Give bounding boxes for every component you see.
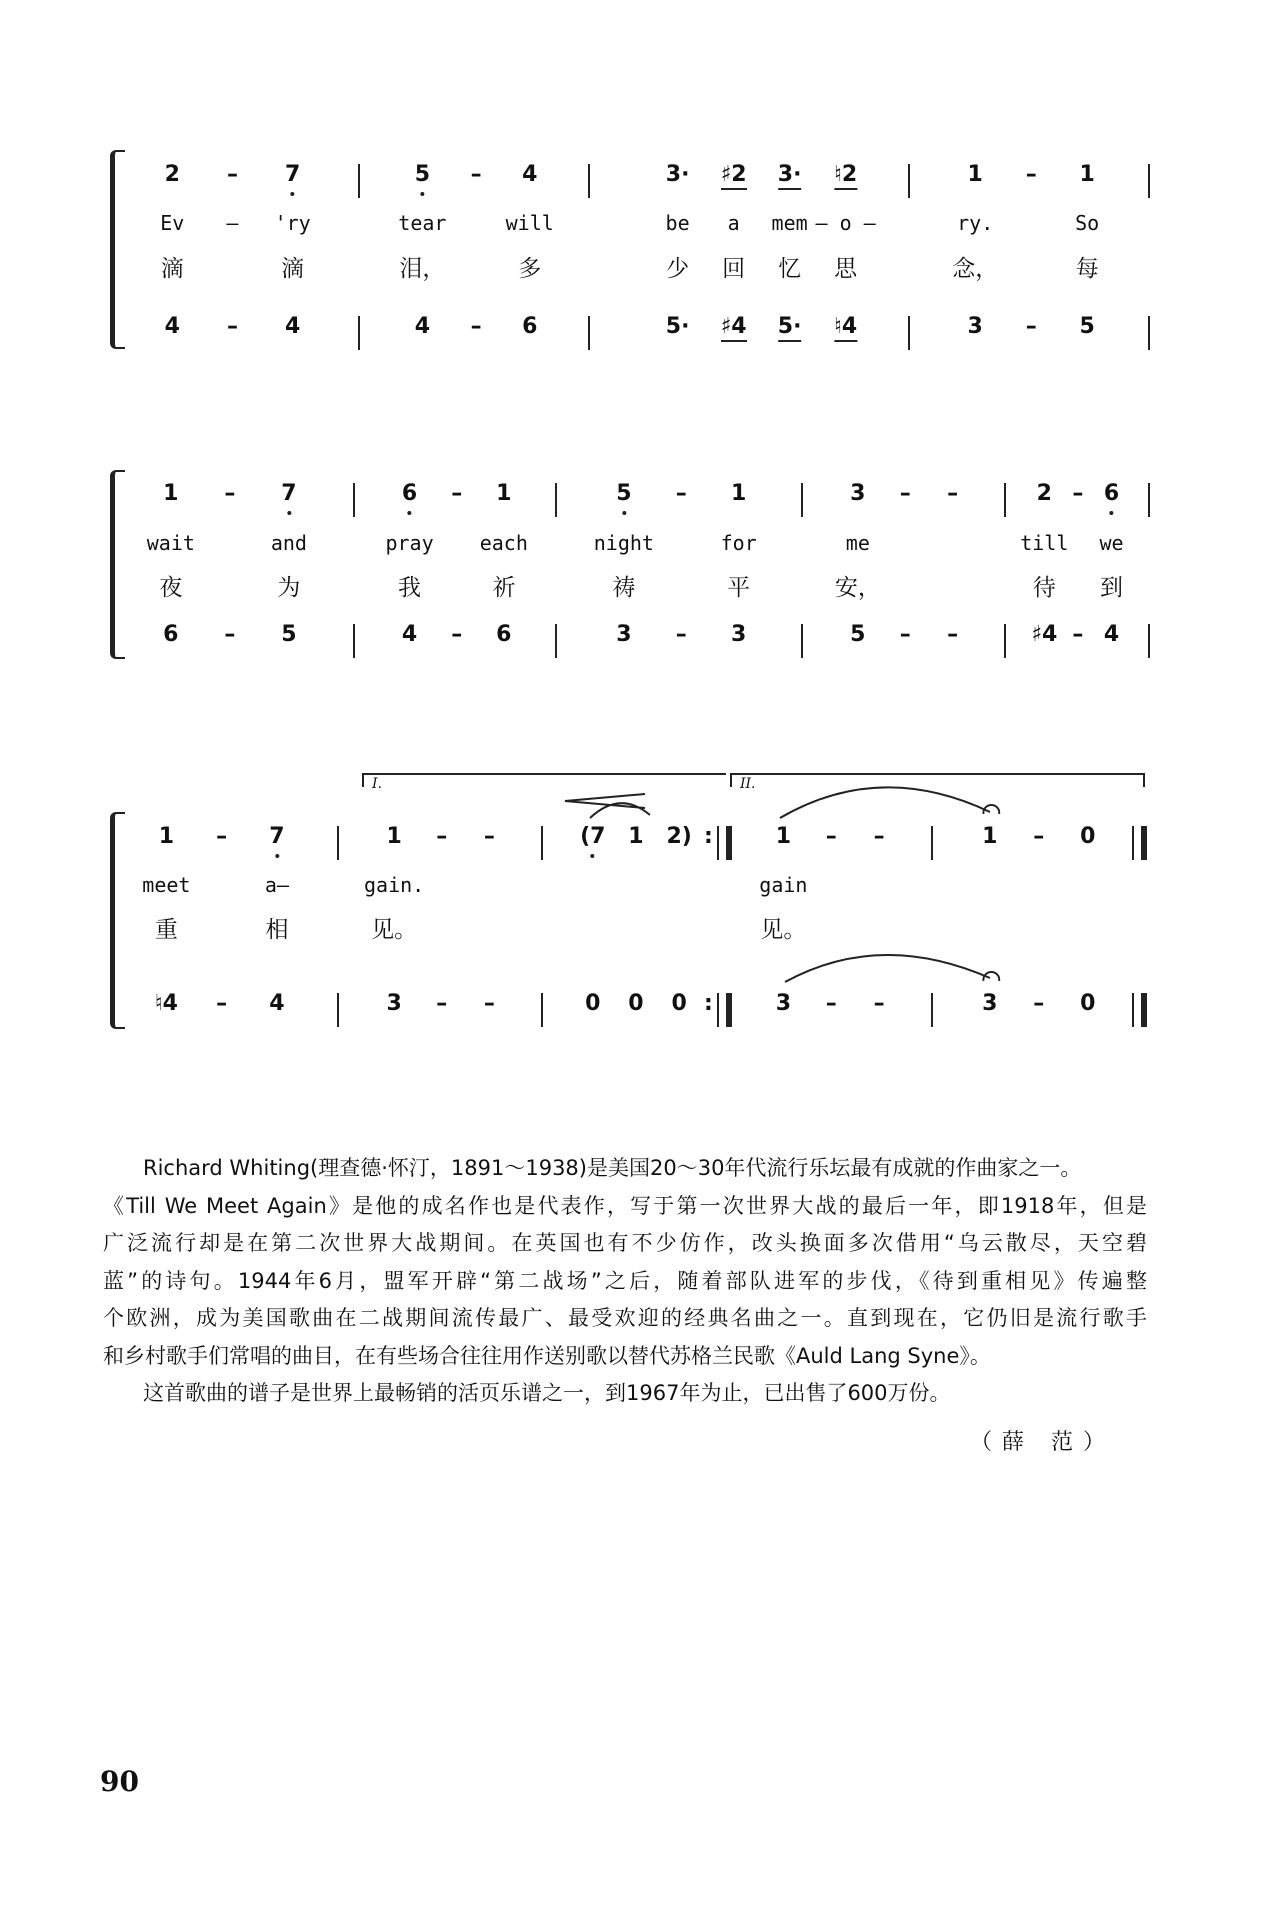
harmony-note: –: [675, 622, 687, 647]
lyric-chinese: 见。: [371, 917, 418, 943]
melody-note: –: [470, 162, 482, 187]
harmony-note: –: [947, 622, 959, 647]
melody-note: 7: [281, 481, 297, 506]
lyric-english: we: [1099, 531, 1124, 555]
melody-note: 1: [967, 162, 983, 187]
lyric-english: gain.: [364, 873, 425, 897]
melody-note: 7: [269, 824, 285, 849]
lyric-chinese: 平: [727, 575, 751, 601]
lyric-english: and: [270, 531, 307, 555]
melody-note: –: [873, 824, 885, 849]
harmony-note: –: [1033, 991, 1045, 1016]
slur: [785, 955, 990, 982]
melody-note: 3·: [665, 162, 690, 187]
harmony-note: 4: [414, 314, 431, 339]
lyric-english: ry.: [957, 211, 994, 235]
harmony-note: 0: [671, 991, 687, 1016]
melody-note: 1: [496, 481, 512, 506]
melody-note: 7: [284, 162, 301, 187]
harmony-note: –: [899, 622, 911, 647]
harmony-note: 6: [163, 622, 179, 647]
commentary-line: 个欧洲，成为美国歌曲在二战期间流传最广、最受欢迎的经典名曲之一。直到现在，它仍旧是流行歌手: [103, 1306, 1147, 1330]
harmony-note: ♮4: [154, 991, 178, 1016]
melody-note: –: [1072, 481, 1084, 506]
lyric-english: meet: [142, 873, 191, 897]
commentary-line: 这首歌曲的谱子是世界上最畅销的活页乐谱之一，到1967年为止，已出售了600万份。: [143, 1381, 951, 1405]
lyric-chinese: 祈: [492, 575, 516, 601]
melody-note: –: [216, 824, 228, 849]
lyric-chinese: 泪，: [399, 256, 446, 282]
commentary-line: 和乡村歌手们常唱的曲目，在有些场合往往用作送别歌以替代苏格兰民歌《Auld Lang Syne》。: [103, 1343, 991, 1368]
harmony-note: –: [451, 622, 463, 647]
harmony-note: 3: [967, 314, 983, 339]
melody-note: 1: [1079, 162, 1095, 187]
lyric-english: Ev: [160, 211, 185, 235]
lyric-chinese: 安，: [834, 575, 881, 601]
harmony-note: –: [226, 314, 238, 339]
harmony-note: 3: [982, 991, 998, 1016]
lyric-english: me: [845, 531, 870, 555]
lyric-english: pray: [385, 531, 434, 555]
melody-note: 1: [731, 481, 747, 506]
harmony-note: ♮4: [834, 314, 857, 342]
lyric-chinese: 少: [666, 256, 690, 282]
melody-note: –: [436, 824, 448, 849]
melody-note: 6: [1103, 481, 1120, 506]
harmony-note: –: [1072, 622, 1084, 647]
lyric-english: wait: [146, 531, 195, 555]
lyric-chinese: 到: [1100, 575, 1124, 601]
harmony-note: 5·: [665, 314, 690, 339]
lyric-chinese: 每: [1075, 256, 1099, 282]
lyric-english: tear: [398, 211, 447, 235]
melody-note: –: [224, 481, 236, 506]
lyric-english: will: [505, 211, 554, 235]
lyric-english: – o –: [815, 211, 876, 235]
commentary-line: 广泛流行却是在第二次世界大战期间。在英国也有不少仿作，改头换面多次借用“乌云散尽，天空碧: [103, 1231, 1147, 1255]
melody-note: 3·: [778, 162, 802, 190]
commentary: [103, 1150, 1147, 1413]
harmony-note: 4: [284, 314, 301, 339]
melody-note: 3: [850, 481, 866, 506]
melody-note: 5: [414, 162, 431, 187]
melody-note: 2: [164, 162, 180, 187]
harmony-note: –: [483, 991, 495, 1016]
melody-note: 1: [775, 824, 792, 849]
commentary-line: 蓝”的诗句。1944年6月，盟军开辟“第二战场”之后，随着部队进军的步伐，《待到重相见》传遍整: [103, 1268, 1147, 1293]
harmony-note: 5: [1079, 314, 1095, 339]
lyric-chinese: 回: [722, 256, 746, 282]
harmony-note: 6: [522, 314, 538, 339]
melody-note: 1: [386, 824, 402, 849]
lyric-chinese: 忆: [778, 256, 802, 282]
lyric-english: mem: [771, 211, 808, 235]
lyric-english: –: [226, 211, 239, 235]
author-signature: （薛 范）: [970, 1430, 1115, 1455]
harmony-note: 3: [386, 991, 402, 1016]
lyric-chinese: 相: [265, 917, 289, 943]
melody-note: ♮2: [834, 162, 857, 190]
melody-note: –: [1033, 824, 1045, 849]
harmony-note: 0: [628, 991, 644, 1016]
melody-note: –: [483, 824, 495, 849]
harmony-note: 3: [616, 622, 632, 647]
lyric-english: till: [1020, 531, 1069, 555]
melody-note: 1: [158, 824, 175, 849]
harmony-note: –: [224, 622, 236, 647]
lyric-english: a–: [264, 873, 289, 897]
lyric-chinese: 夜: [159, 575, 183, 601]
melody-note: 1: [982, 824, 998, 849]
harmony-note: 0: [1080, 991, 1096, 1016]
melody-note: (7: [580, 824, 606, 849]
lyric-english: gain: [759, 873, 808, 897]
melody-note: –: [1025, 162, 1037, 187]
volta-label: II.: [740, 776, 756, 792]
harmony-note: 4: [401, 622, 418, 647]
melody-note: –: [675, 481, 687, 506]
lyric-chinese: 祷: [612, 575, 636, 601]
melody-note: 6: [401, 481, 418, 506]
melody-note: 0: [1080, 824, 1096, 849]
harmony-note: 5: [850, 622, 866, 647]
melody-note: –: [899, 481, 911, 506]
harmony-note: 5: [281, 622, 297, 647]
harmony-note: –: [436, 991, 448, 1016]
slur: [780, 787, 990, 818]
lyric-english: for: [720, 531, 757, 555]
melody-note: 2): [666, 824, 692, 849]
lyric-english: a: [727, 211, 740, 235]
harmony-note: –: [873, 991, 885, 1016]
lyric-english: be: [665, 211, 690, 235]
lyric-chinese: 重: [154, 917, 178, 943]
lyric-chinese: 为: [277, 575, 301, 601]
lyric-english: each: [479, 531, 528, 555]
lyric-english: 'ry: [274, 211, 311, 235]
melody-note: 1: [628, 824, 644, 849]
harmony-note: 4: [269, 991, 285, 1016]
harmony-note: –: [470, 314, 482, 339]
harmony-note: 5·: [778, 314, 802, 342]
harmony-note: –: [216, 991, 228, 1016]
melody-note: 4: [522, 162, 538, 187]
melody-note: 5: [616, 481, 632, 506]
melody-note: 1: [163, 481, 179, 506]
lyric-chinese: 滴: [281, 256, 305, 282]
melody-note: –: [825, 824, 837, 849]
melody-note: 2: [1036, 481, 1052, 506]
lyric-chinese: 滴: [160, 256, 184, 282]
melody-note: –: [451, 481, 463, 506]
repeat-sign-dots: :: [704, 824, 713, 849]
page-number: 90: [100, 1765, 139, 1798]
harmony-note: 6: [496, 622, 512, 647]
melody-note: –: [947, 481, 959, 506]
commentary-line: 《Till We Meet Again》是他的成名作也是代表作，写于第一次世界大战的最后一年，即1918年，但是: [103, 1193, 1147, 1218]
harmony-note: –: [825, 991, 837, 1016]
harmony-note: ♯4: [721, 314, 747, 342]
lyric-chinese: 思: [834, 256, 858, 282]
repeat-sign-dots: :: [704, 991, 713, 1016]
melody-note: ♯2: [721, 162, 747, 190]
harmony-note: 4: [1103, 622, 1120, 647]
lyric-chinese: 待: [1032, 575, 1056, 601]
melody-note: –: [226, 162, 238, 187]
lyric-chinese: 念，: [952, 256, 999, 282]
volta-label: I.: [372, 776, 382, 792]
lyric-chinese: 见。: [760, 917, 807, 943]
harmony-note: –: [1025, 314, 1037, 339]
harmony-note: 3: [731, 622, 747, 647]
commentary-line: Richard Whiting(理查德·怀汀，1891～1938)是美国20～30年代流行乐坛最有成就的作曲家之一。: [143, 1156, 1082, 1180]
lyric-english: So: [1075, 211, 1100, 235]
harmony-note: 0: [585, 991, 601, 1016]
lyric-chinese: 多: [518, 256, 542, 282]
harmony-note: 4: [164, 314, 180, 339]
lyric-chinese: 我: [398, 575, 422, 601]
harmony-note: ♯4: [1031, 622, 1058, 647]
lyric-english: night: [593, 531, 654, 555]
harmony-note: 3: [775, 991, 792, 1016]
